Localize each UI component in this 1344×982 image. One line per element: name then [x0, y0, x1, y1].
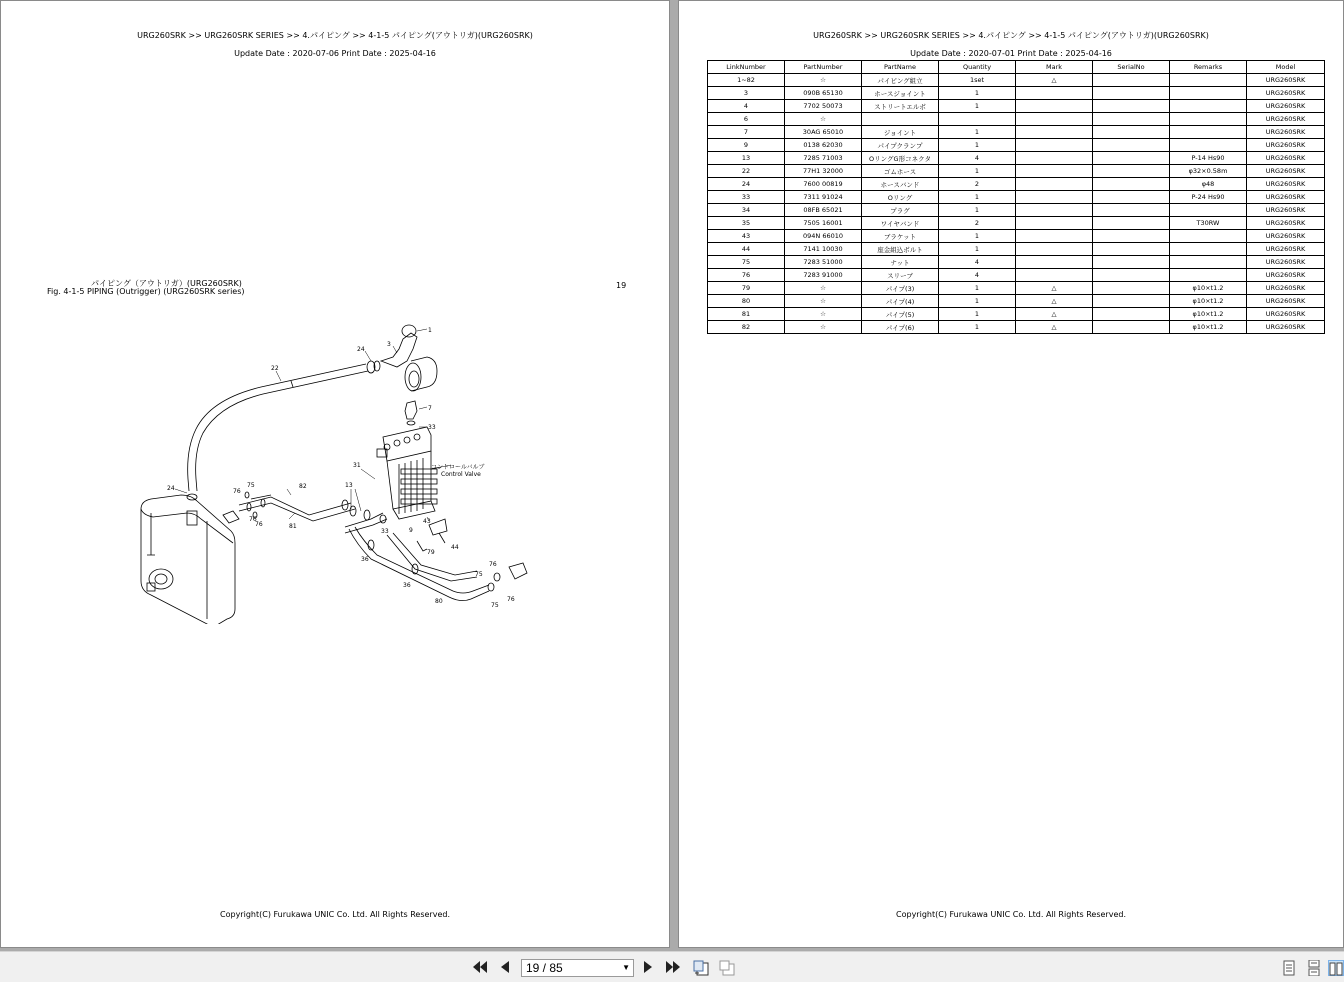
parts-table [707, 60, 1325, 334]
table-cell: ワイヤバンド [862, 217, 939, 230]
column-header: PartNumber [785, 61, 862, 74]
svg-text:31: 31 [353, 462, 361, 469]
table-cell: 34 [708, 204, 785, 217]
table-row [708, 113, 1325, 126]
table-cell [1016, 269, 1093, 282]
table-cell: URG260SRK [1247, 295, 1325, 308]
table-cell: 7285 71003 [785, 152, 862, 165]
right-page [678, 0, 1344, 948]
table-cell: プラグ [862, 204, 939, 217]
table-cell: 75 [708, 256, 785, 269]
table-cell: 1~82 [708, 74, 785, 87]
table-header-row [708, 61, 1325, 74]
table-cell: 76 [708, 269, 785, 282]
table-cell [1093, 126, 1170, 139]
table-cell: △ [1016, 282, 1093, 295]
table-cell: 1 [939, 282, 1016, 295]
table-cell [1093, 217, 1170, 230]
table-cell: URG260SRK [1247, 308, 1325, 321]
table-cell: 1 [939, 87, 1016, 100]
table-row [708, 165, 1325, 178]
table-row [708, 139, 1325, 152]
table-cell [1016, 100, 1093, 113]
breadcrumb: URG260SRK >> URG260SRK SERIES >> 4.パイピング >> 4-1-5 パイピング(アウトリガ)(URG260SRK) [137, 31, 533, 40]
table-cell: 1 [939, 126, 1016, 139]
table-cell [1093, 100, 1170, 113]
column-header: Model [1247, 61, 1325, 74]
svg-text:24: 24 [167, 485, 175, 492]
table-cell: 2 [939, 217, 1016, 230]
table-cell: 1 [939, 295, 1016, 308]
table-row [708, 243, 1325, 256]
table-cell: φ32×0.58m [1170, 165, 1247, 178]
table-cell [1016, 256, 1093, 269]
svg-text:9: 9 [409, 527, 413, 534]
table-row [708, 204, 1325, 217]
table-cell: φ10×t1.2 [1170, 295, 1247, 308]
table-cell: Oリング [862, 191, 939, 204]
table-cell [1093, 191, 1170, 204]
table-cell: ☆ [785, 282, 862, 295]
figure-title [47, 280, 245, 296]
svg-text:75: 75 [475, 571, 483, 578]
table-cell [1170, 256, 1247, 269]
table-cell [1170, 74, 1247, 87]
svg-text:44: 44 [451, 544, 459, 551]
svg-text:75: 75 [247, 482, 255, 489]
table-cell: URG260SRK [1247, 217, 1325, 230]
control-valve [377, 427, 441, 519]
table-cell [1093, 87, 1170, 100]
table-cell: 1 [939, 308, 1016, 321]
table-cell: URG260SRK [1247, 87, 1325, 100]
svg-text:80: 80 [435, 598, 443, 605]
table-cell: 7141 10030 [785, 243, 862, 256]
table-cell [1093, 321, 1170, 334]
table-cell: 1 [939, 139, 1016, 152]
table-cell: パイプ(5) [862, 308, 939, 321]
table-cell [1016, 204, 1093, 217]
table-cell: 30AG 65010 [785, 126, 862, 139]
table-row [708, 282, 1325, 295]
table-cell [1016, 152, 1093, 165]
table-cell [1093, 269, 1170, 282]
page-dates: Update Date : 2020-07-01 Print Date : 2025-04-16 [910, 49, 1112, 58]
copyright: Copyright(C) Furukawa UNIC Co. Ltd. All Rights Reserved. [896, 910, 1126, 919]
svg-text:36: 36 [361, 556, 369, 563]
table-row [708, 256, 1325, 269]
table-cell: ☆ [785, 295, 862, 308]
table-row [708, 126, 1325, 139]
table-cell [1093, 308, 1170, 321]
svg-text:76: 76 [249, 516, 257, 523]
control-valve-label-en: Control Valve [441, 471, 481, 478]
table-cell: 4 [939, 152, 1016, 165]
table-cell: ナット [862, 256, 939, 269]
table-cell: 82 [708, 321, 785, 334]
table-cell: 08FB 65021 [785, 204, 862, 217]
table-row [708, 230, 1325, 243]
table-cell: ☆ [785, 113, 862, 126]
table-cell [1016, 126, 1093, 139]
svg-text:79: 79 [427, 549, 435, 556]
table-cell: 094N 66010 [785, 230, 862, 243]
table-cell: 7505 16001 [785, 217, 862, 230]
table-cell: ☆ [785, 74, 862, 87]
hose-22 [188, 364, 368, 491]
table-cell [1170, 269, 1247, 282]
table-cell [1093, 139, 1170, 152]
table-cell: φ10×t1.2 [1170, 308, 1247, 321]
table-cell: URG260SRK [1247, 204, 1325, 217]
table-cell [1093, 230, 1170, 243]
viewer-toolbar [0, 951, 1344, 982]
copyright: Copyright(C) Furukawa UNIC Co. Ltd. All Rights Reserved. [220, 910, 450, 919]
table-cell: 77H1 32000 [785, 165, 862, 178]
table-cell: パイプ(4) [862, 295, 939, 308]
table-cell: ブラケット [862, 230, 939, 243]
table-cell: 22 [708, 165, 785, 178]
table-row [708, 178, 1325, 191]
table-cell: φ48 [1170, 178, 1247, 191]
figure-title-en: Fig. 4-1-5 PIPING (Outrigger) (URG260SRK series) [47, 287, 245, 296]
table-cell [1016, 87, 1093, 100]
two-page-view-icon[interactable] [1328, 960, 1344, 976]
table-cell: URG260SRK [1247, 126, 1325, 139]
prev-page-icon[interactable] [497, 960, 513, 974]
svg-text:7: 7 [428, 405, 432, 412]
table-cell [939, 113, 1016, 126]
table-cell: 7 [708, 126, 785, 139]
svg-text:75: 75 [491, 602, 499, 609]
table-cell: △ [1016, 321, 1093, 334]
table-cell: P-14 Hs90 [1170, 152, 1247, 165]
table-cell: 81 [708, 308, 785, 321]
chevron-down-icon[interactable]: ▼ [622, 963, 630, 972]
table-row [708, 152, 1325, 165]
table-cell: URG260SRK [1247, 256, 1325, 269]
table-cell: 座金組込ボルト [862, 243, 939, 256]
page-number-input[interactable] [521, 959, 634, 977]
table-cell [1016, 243, 1093, 256]
table-cell: URG260SRK [1247, 139, 1325, 152]
table-cell: 33 [708, 191, 785, 204]
table-cell: 1 [939, 321, 1016, 334]
table-cell: URG260SRK [1247, 152, 1325, 165]
table-row [708, 217, 1325, 230]
svg-text:76: 76 [489, 561, 497, 568]
svg-text:82: 82 [299, 483, 307, 490]
table-cell: φ10×t1.2 [1170, 321, 1247, 334]
table-cell: 7283 51000 [785, 256, 862, 269]
svg-text:1: 1 [428, 327, 432, 334]
table-cell: 35 [708, 217, 785, 230]
column-header: Quantity [939, 61, 1016, 74]
single-page-view-icon[interactable] [1281, 960, 1297, 976]
table-cell [1093, 204, 1170, 217]
table-cell: URG260SRK [1247, 243, 1325, 256]
table-cell [1016, 165, 1093, 178]
page-number: 19 [616, 281, 627, 290]
table-cell: T30RW [1170, 217, 1247, 230]
table-cell: 3 [708, 87, 785, 100]
table-cell: OリングG形コネクタ [862, 152, 939, 165]
table-body [708, 74, 1325, 334]
table-row [708, 191, 1325, 204]
svg-text:33: 33 [428, 424, 436, 431]
table-cell: P-24 Hs90 [1170, 191, 1247, 204]
table-cell [1170, 87, 1247, 100]
table-cell: △ [1016, 295, 1093, 308]
column-header: PartName [862, 61, 939, 74]
control-valve-label-jp: コントロールバルブ [431, 464, 485, 471]
table-cell: 6 [708, 113, 785, 126]
table-cell [1093, 152, 1170, 165]
table-cell: URG260SRK [1247, 165, 1325, 178]
svg-text:36: 36 [403, 582, 411, 589]
table-cell: スリーブ [862, 269, 939, 282]
continuous-view-icon[interactable] [1306, 960, 1322, 976]
table-row [708, 100, 1325, 113]
table-cell: 1 [939, 100, 1016, 113]
table-cell [1093, 178, 1170, 191]
table-cell: 090B 65130 [785, 87, 862, 100]
table-cell: ストリートエルボ [862, 100, 939, 113]
table-cell: 4 [939, 269, 1016, 282]
table-cell: 43 [708, 230, 785, 243]
table-cell: パイプ(6) [862, 321, 939, 334]
column-header: LinkNumber [708, 61, 785, 74]
table-cell [1093, 282, 1170, 295]
piping-diagram [131, 319, 541, 624]
table-cell [1016, 217, 1093, 230]
table-cell: ☆ [785, 321, 862, 334]
svg-text:33: 33 [381, 528, 389, 535]
table-cell: URG260SRK [1247, 269, 1325, 282]
table-cell: △ [1016, 74, 1093, 87]
left-page [0, 0, 670, 948]
svg-text:24: 24 [357, 346, 365, 353]
svg-text:22: 22 [271, 365, 279, 372]
table-cell [1093, 256, 1170, 269]
svg-text:13: 13 [345, 482, 353, 489]
table-cell: URG260SRK [1247, 191, 1325, 204]
table-cell: φ10×t1.2 [1170, 282, 1247, 295]
table-cell [1170, 204, 1247, 217]
table-cell: 2 [939, 178, 1016, 191]
table-cell: 13 [708, 152, 785, 165]
table-cell [1170, 243, 1247, 256]
table-cell [1093, 243, 1170, 256]
table-cell: パイプクランプ [862, 139, 939, 152]
svg-text:76: 76 [233, 488, 241, 495]
table-cell: URG260SRK [1247, 74, 1325, 87]
table-cell: パイピング組立 [862, 74, 939, 87]
first-page-icon[interactable] [472, 960, 488, 974]
table-cell: ☆ [785, 308, 862, 321]
table-cell [1093, 113, 1170, 126]
table-cell [1170, 230, 1247, 243]
table-cell [1016, 191, 1093, 204]
page-dates: Update Date : 2020-07-06 Print Date : 2025-04-16 [234, 49, 436, 58]
table-cell: 1 [939, 165, 1016, 178]
table-cell: 79 [708, 282, 785, 295]
breadcrumb: URG260SRK >> URG260SRK SERIES >> 4.パイピング >> 4-1-5 パイピング(アウトリガ)(URG260SRK) [813, 31, 1209, 40]
table-cell: 7702 50073 [785, 100, 862, 113]
last-page-icon[interactable] [665, 960, 681, 974]
table-cell [1170, 139, 1247, 152]
table-row [708, 321, 1325, 334]
table-cell: ジョイント [862, 126, 939, 139]
table-cell [1016, 178, 1093, 191]
page-indicator: 19 / 85 [526, 961, 563, 975]
table-cell [1016, 139, 1093, 152]
table-cell [1093, 295, 1170, 308]
table-cell [1016, 230, 1093, 243]
table-cell: 1 [939, 204, 1016, 217]
rotate-icon[interactable] [692, 960, 710, 976]
svg-text:3: 3 [387, 341, 391, 348]
column-header: SerialNo [1093, 61, 1170, 74]
table-cell: URG260SRK [1247, 230, 1325, 243]
table-cell: URG260SRK [1247, 178, 1325, 191]
table-cell: 7311 91024 [785, 191, 862, 204]
table-cell: パイプ(3) [862, 282, 939, 295]
table-cell: 9 [708, 139, 785, 152]
table-cell: ゴムホース [862, 165, 939, 178]
table-row [708, 308, 1325, 321]
table-cell: △ [1016, 308, 1093, 321]
column-header: Remarks [1170, 61, 1247, 74]
table-cell: 7283 91000 [785, 269, 862, 282]
table-cell: URG260SRK [1247, 282, 1325, 295]
table-row [708, 295, 1325, 308]
next-page-icon[interactable] [640, 960, 656, 974]
table-cell [1093, 165, 1170, 178]
table-cell [1170, 100, 1247, 113]
table-cell: ホースバンド [862, 178, 939, 191]
table-cell: 7600 00819 [785, 178, 862, 191]
table-row [708, 74, 1325, 87]
table-cell: URG260SRK [1247, 113, 1325, 126]
table-cell: 4 [708, 100, 785, 113]
table-cell: 1 [939, 243, 1016, 256]
svg-text:76: 76 [255, 521, 263, 528]
fit-icon[interactable] [718, 960, 736, 976]
table-row [708, 269, 1325, 282]
table-cell: 80 [708, 295, 785, 308]
table-cell: 44 [708, 243, 785, 256]
table-row [708, 87, 1325, 100]
table-cell: 1 [939, 230, 1016, 243]
table-cell: 24 [708, 178, 785, 191]
hydraulic-tank [141, 494, 235, 624]
table-cell [1093, 74, 1170, 87]
column-header: Mark [1016, 61, 1093, 74]
table-cell: URG260SRK [1247, 100, 1325, 113]
svg-text:43: 43 [423, 518, 431, 525]
table-cell: 0138 62030 [785, 139, 862, 152]
table-cell: URG260SRK [1247, 321, 1325, 334]
table-cell: ホースジョイント [862, 87, 939, 100]
table-cell: 4 [939, 256, 1016, 269]
table-cell [1170, 113, 1247, 126]
table-cell [1016, 113, 1093, 126]
svg-text:76: 76 [507, 596, 515, 603]
table-cell: 1set [939, 74, 1016, 87]
figure-title-jp: パイピング（アウトリガ）(URG260SRK) [91, 279, 242, 288]
table-cell: 1 [939, 191, 1016, 204]
table-cell [1170, 126, 1247, 139]
svg-text:81: 81 [289, 523, 297, 530]
table-cell [862, 113, 939, 126]
